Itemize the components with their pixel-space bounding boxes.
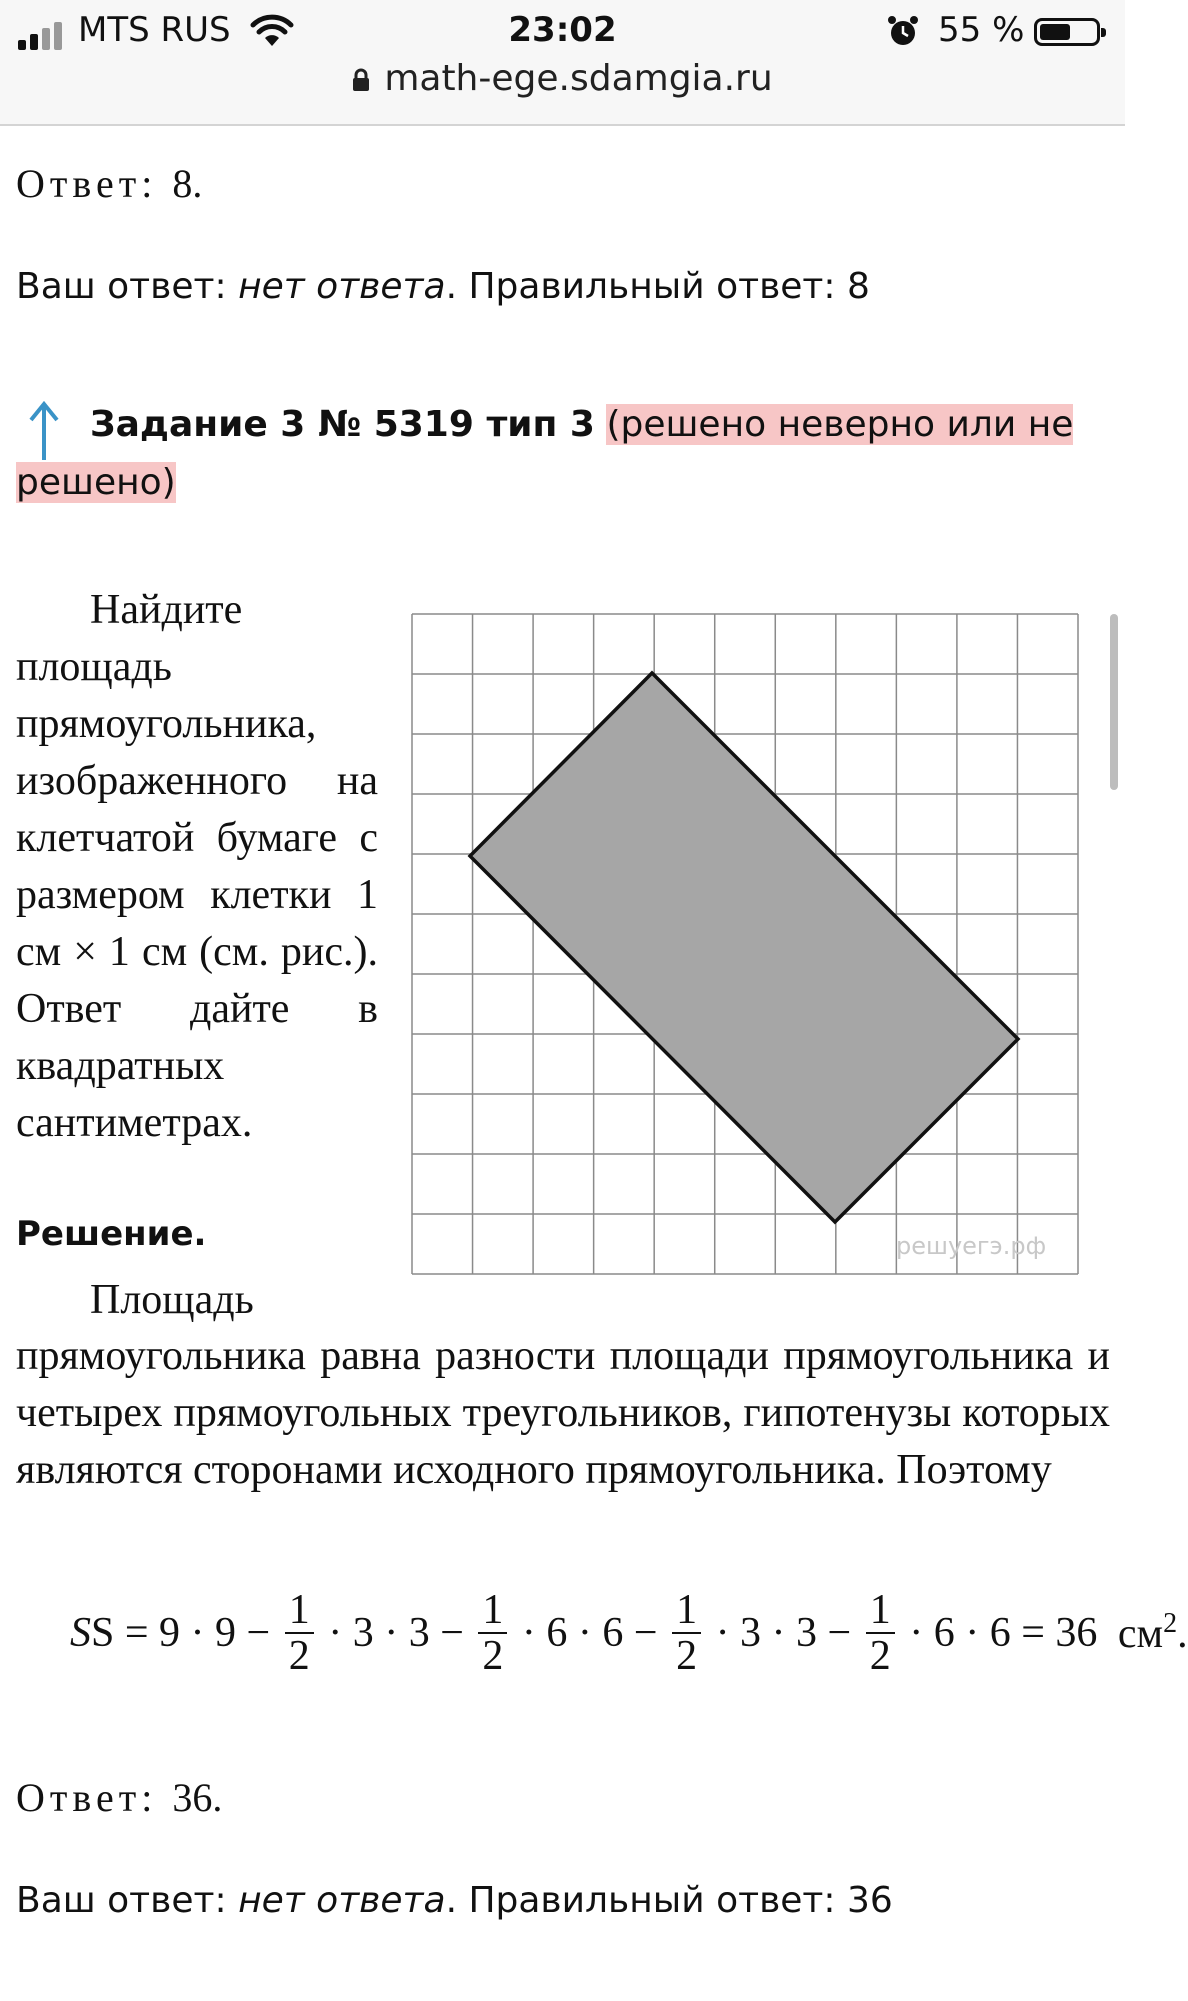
- prev-your-answer: Ваш ответ: нет ответа. Правильный ответ: 8: [16, 266, 870, 307]
- status-badge: (решено неверно или не решено): [16, 404, 1074, 503]
- url-domain: math-ege.sdamgia.ru: [384, 58, 773, 99]
- status-bar: [0, 8, 1125, 52]
- browser-top-bar: [0, 0, 1125, 126]
- prev-answer: Ответ: 8.: [16, 161, 203, 206]
- lock-icon: [352, 68, 370, 92]
- formula: SS = 9 · 9 − $\frac{1}{2}$ · 3 · 3 − $\frac{1}{2}$ · 6 · 6 − $\frac{1}{2}$ · 3 · 3 − $\frac{1}{2}$ · 6 · 6 = 36 $см^2$.: [70, 1587, 1188, 1679]
- problem-text: Найдите площадь прямоугольника, изображенного на клетчатой бумаге с размером клетки 1 см × 1 см (см. рис.). Ответ дайте в квадратных сантиметрах.: [16, 587, 378, 1146]
- scrollbar[interactable]: [1110, 614, 1118, 790]
- figure-watermark: решуегэ.рф: [896, 1232, 1047, 1260]
- address-bar[interactable]: [0, 58, 1125, 99]
- alarm-icon: [886, 14, 920, 48]
- status-time: 23:02: [508, 10, 617, 50]
- rectangle-shape: [470, 673, 1018, 1222]
- task-title: Задание 3 № 5319 тип 3: [90, 404, 595, 445]
- solution-label: Решение.: [16, 1214, 207, 1254]
- grid-figure: [410, 612, 1080, 1276]
- task-header: [16, 396, 1110, 512]
- battery-percent: 55 %: [938, 10, 1025, 50]
- solution-text: прямоугольника равна разности площади прямоугольника и четырех прямоугольных треугольников, гипотенузы которых являются сторонами исходного прямоугольника. Поэтому: [16, 1333, 1110, 1493]
- battery-icon: [1034, 18, 1100, 46]
- solution-text-first: Площадь: [90, 1277, 254, 1323]
- task-answer: Ответ: 36.: [16, 1775, 223, 1820]
- task-your-answer: Ваш ответ: нет ответа. Правильный ответ: 36: [16, 1880, 893, 1921]
- carrier-name: MTS RUS: [78, 10, 231, 50]
